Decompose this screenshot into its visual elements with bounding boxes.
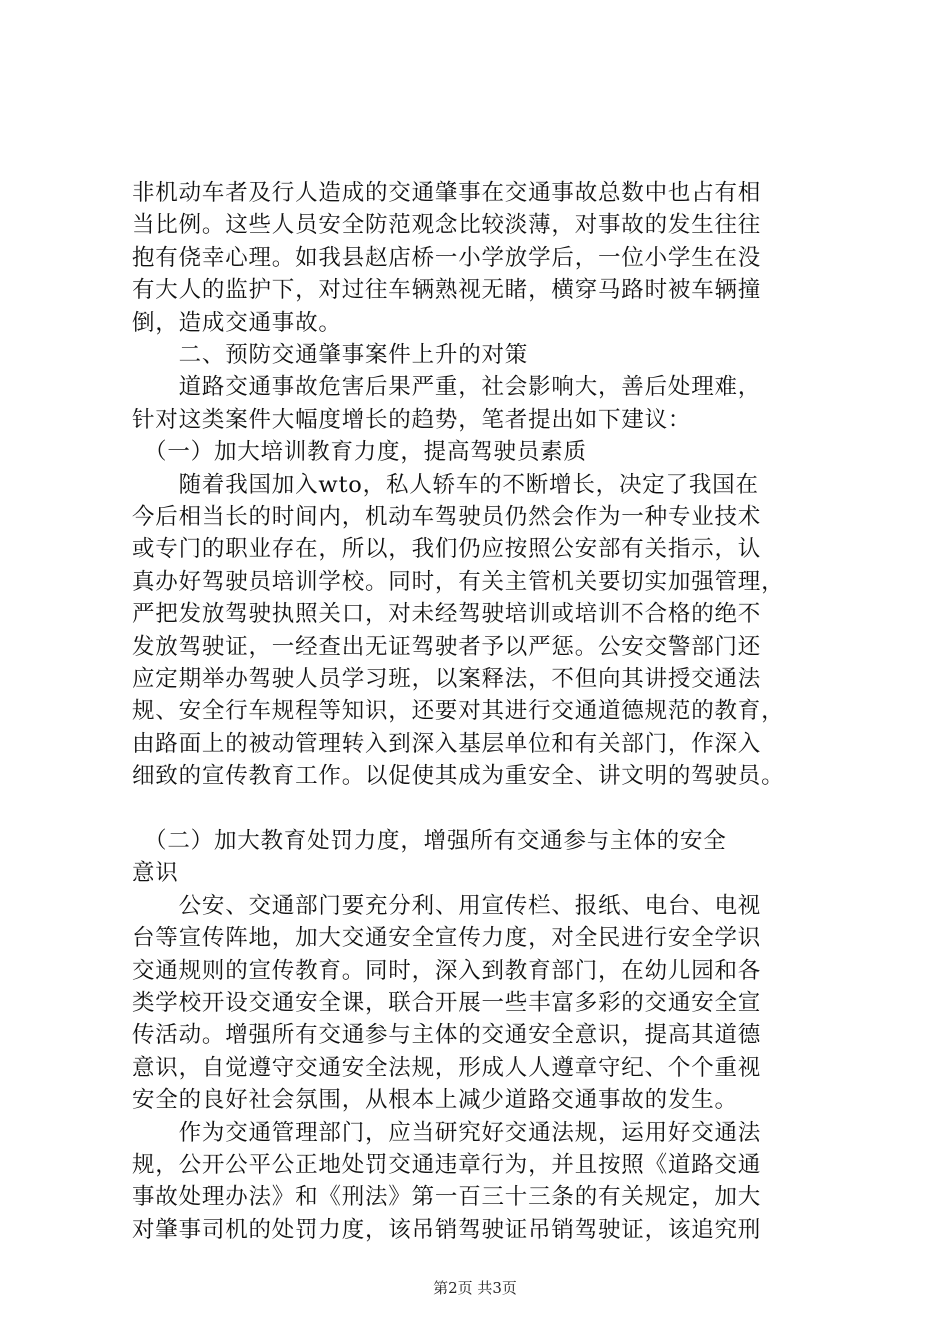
text-line: 针对这类案件大幅度增长的趋势，笔者提出如下建议：	[132, 406, 692, 433]
text-line: 随着我国加入wto，私人轿车的不断增长，决定了我国在	[132, 471, 759, 498]
text-line: 非机动车者及行人造成的交通肇事在交通事故总数中也占有相	[132, 180, 762, 206]
text-line: 抱有侥幸心理。如我县赵店桥一小学放学后，一位小学生在没	[132, 244, 762, 271]
text-line: 传活动。增强所有交通参与主体的交通安全意识，提高其道德	[132, 1022, 762, 1049]
text-line: 应定期举办驾驶人员学习班，以案释法，不但向其讲授交通法	[132, 666, 762, 692]
text-line: 由路面上的被动管理转入到深入基层单位和有关部门，作深入	[132, 730, 762, 757]
text-line: 规、安全行车规程等知识，还要对其进行交通道德规范的教育，	[132, 698, 785, 725]
text-line: 安全的良好社会氛围，从根本上减少道路交通事故的发生。	[132, 1087, 738, 1114]
text-line: 事故处理办法》和《刑法》第一百三十三条的有关规定，加大	[132, 1184, 762, 1211]
text-line: 对肇事司机的处罚力度，该吊销驾驶证吊销驾驶证，该追究刑	[132, 1216, 762, 1243]
text-line: 严把发放驾驶执照关口，对未经驾驶培训或培训不合格的绝不	[132, 601, 762, 628]
text-line: 道路交通事故危害后果严重，社会影响大，善后处理难，	[132, 374, 762, 401]
text-line: 规，公开公平公正地处罚交通违章行为，并且按照《道路交通	[132, 1152, 762, 1178]
text-line: 今后相当长的时间内，机动车驾驶员仍然会作为一种专业技术	[132, 504, 762, 530]
text-line: 真办好驾驶员培训学校。同时，有关主管机关要切实加强管理，	[132, 568, 785, 595]
text-line: 细致的宣传教育工作。以促使其成为重安全、讲文明的驾驶员。	[132, 763, 785, 790]
text-line: 公安、交通部门要充分利、用宣传栏、报纸、电台、电视	[132, 892, 762, 919]
text-line: 倒，造成交通事故。	[132, 309, 342, 336]
text-line: 作为交通管理部门，应当研究好交通法规，运用好交通法	[132, 1119, 762, 1146]
text-line: 发放驾驶证，一经查出无证驾驶者予以严惩。公安交警部门还	[132, 633, 762, 660]
page-footer: 第2页 共3页	[433, 1279, 517, 1297]
text-line: 当比例。这些人员安全防范观念比较淡薄，对事故的发生往往	[132, 212, 762, 239]
text-line: 二、预防交通肇事案件上升的对策	[132, 342, 529, 368]
text-line: 意识	[132, 860, 179, 887]
text-line: 或专门的职业存在，所以，我们仍应按照公安部有关指示，认	[132, 536, 762, 563]
text-line: 意识，自觉遵守交通安全法规，形成人人遵章守纪、个个重视	[132, 1054, 762, 1081]
text-line: （二）加大教育处罚力度，增强所有交通参与主体的安全	[132, 828, 727, 854]
text-line: 台等宣传阵地，加大交通安全宣传力度，对全民进行安全学识	[132, 925, 762, 952]
text-line: 交通规则的宣传教育。同时，深入到教育部门，在幼儿园和各	[132, 957, 762, 984]
text-line: 有大人的监护下，对过往车辆熟视无睹，横穿马路时被车辆撞	[132, 277, 762, 304]
text-line: 类学校开设交通安全课，联合开展一些丰富多彩的交通安全宣	[132, 990, 762, 1016]
text-line: （一）加大培训教育力度，提高驾驶员素质	[132, 439, 587, 466]
